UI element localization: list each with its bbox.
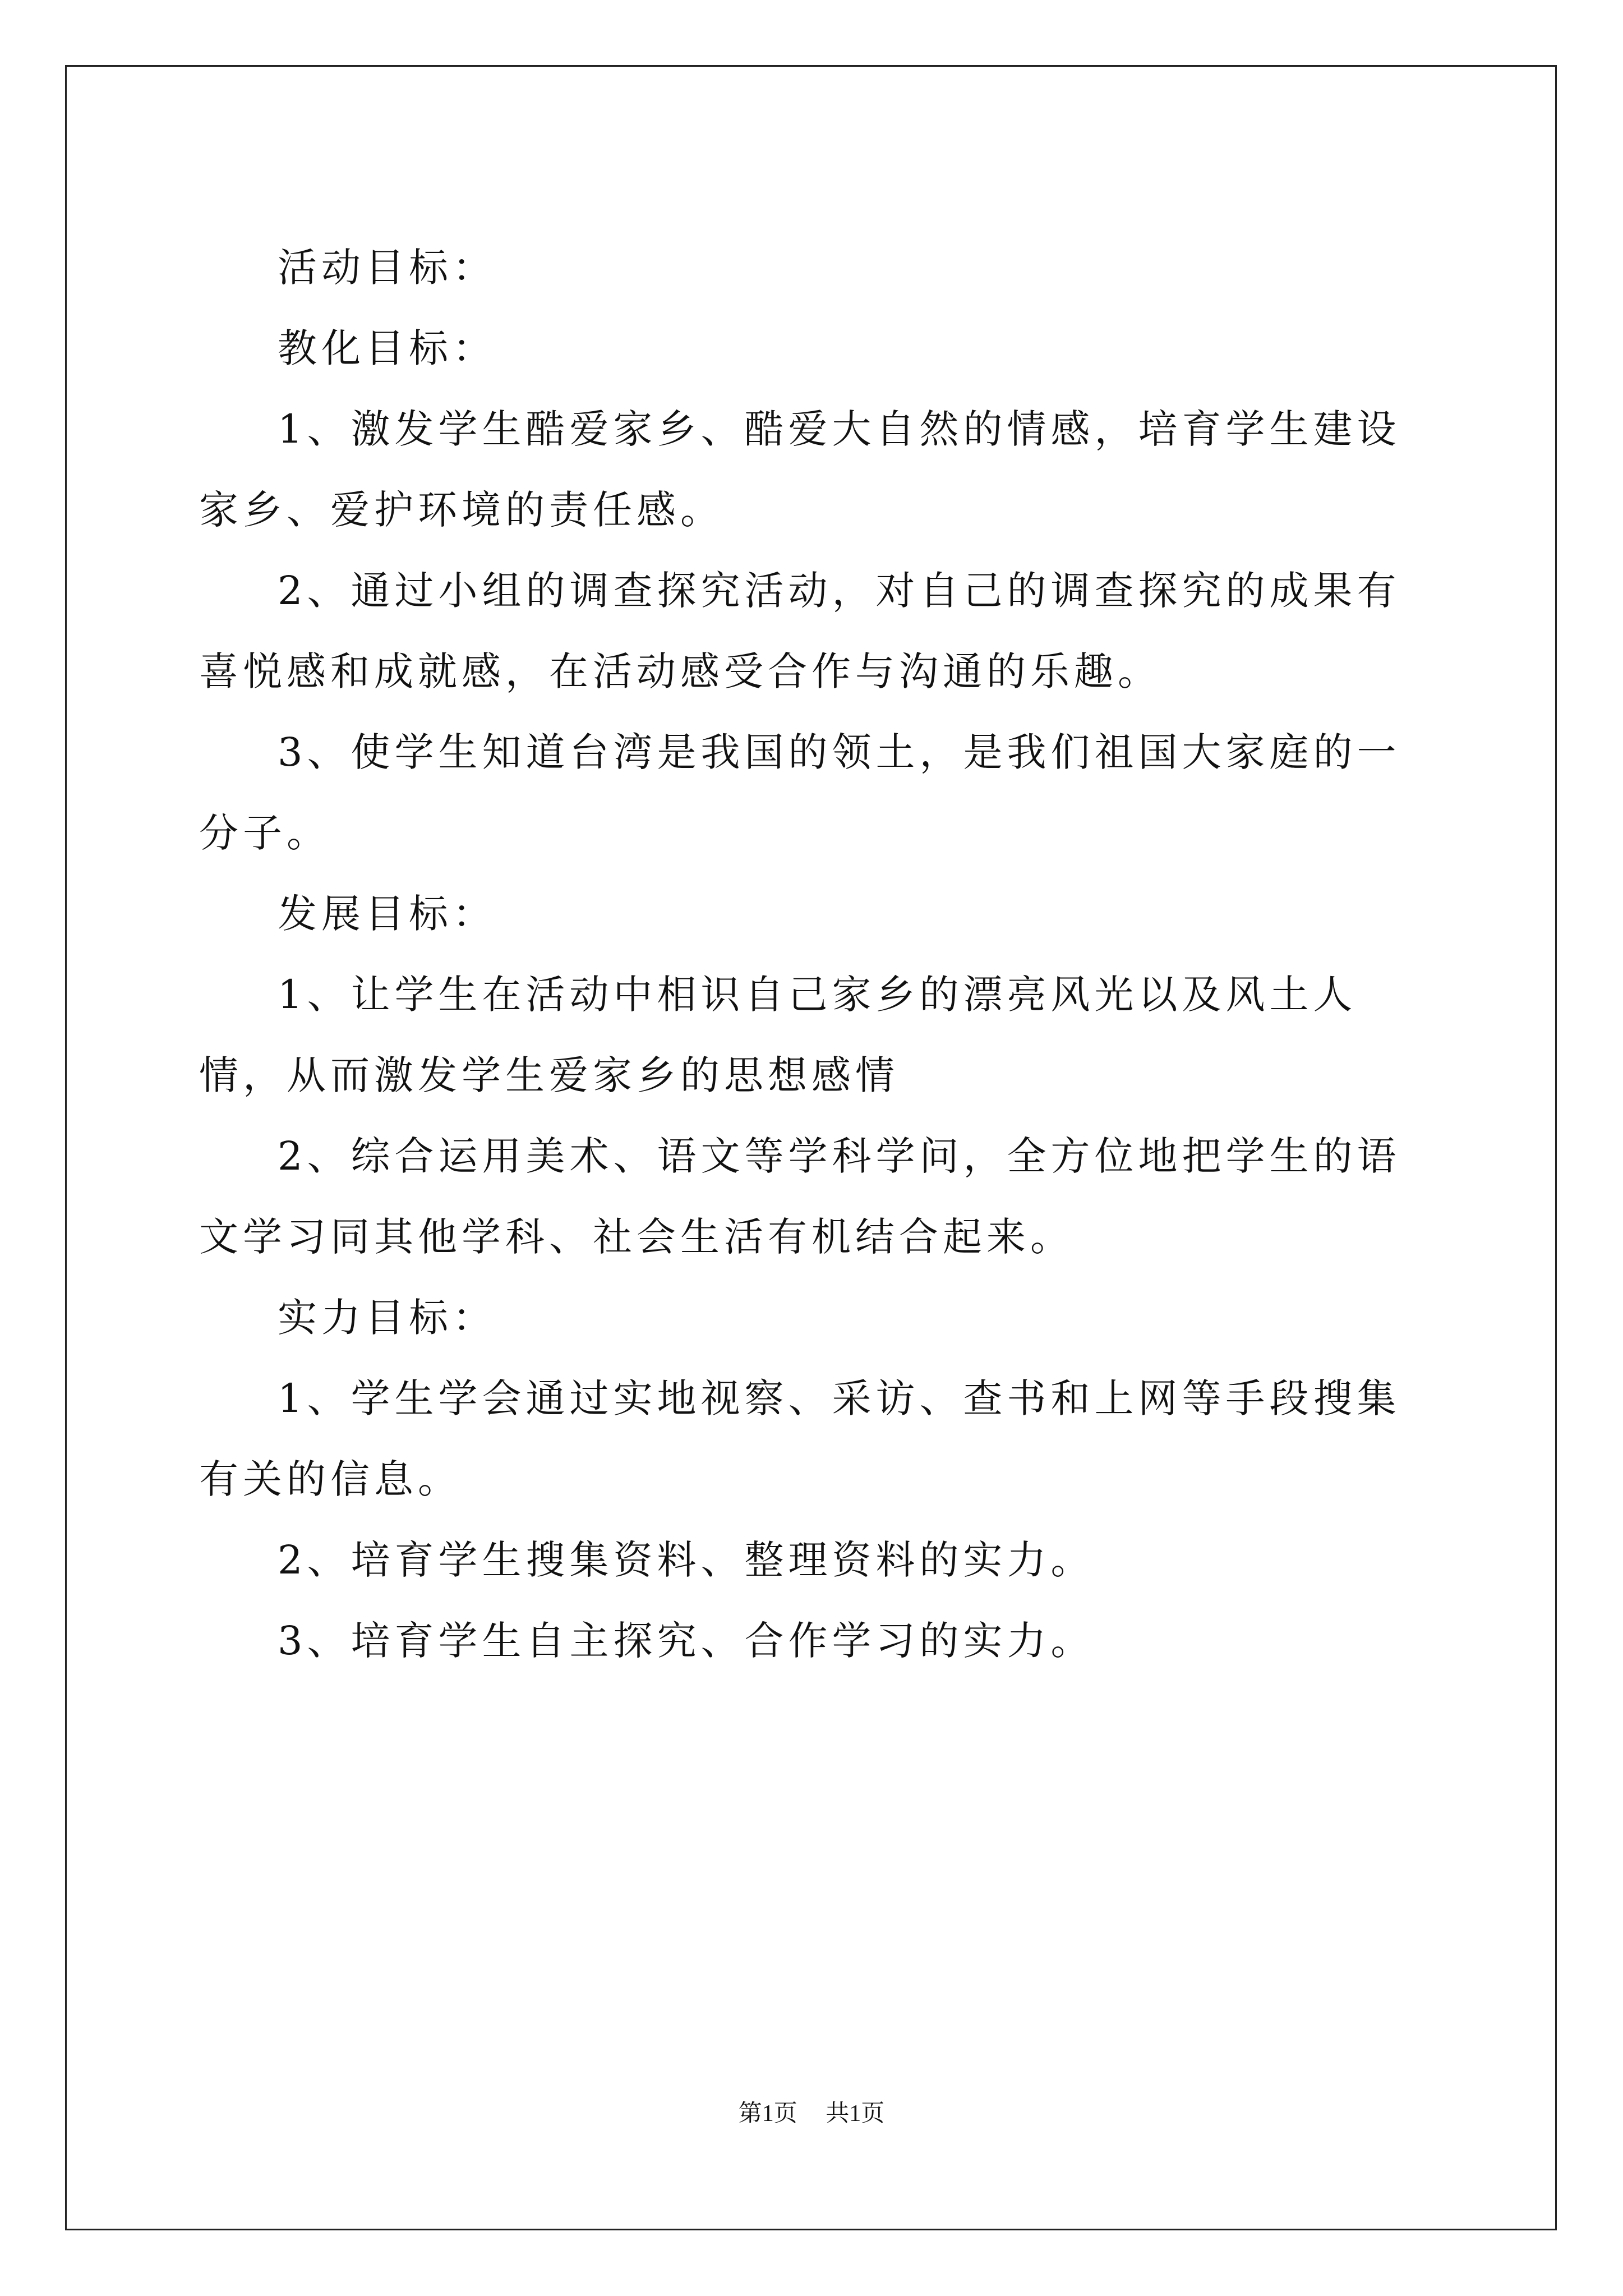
paragraph-education-3: 3、使学生知道台湾是我国的领土，是我们祖国大家庭的一分子。	[199, 729, 1401, 856]
heading-activity-goals: 活动目标：	[278, 245, 496, 291]
paragraph-development-2: 2、综合运用美术、语文等学科学问，全方位地把学生的语文学习同其他学科、社会生活有机结合起来。	[199, 1133, 1401, 1260]
paragraph-education-2: 2、通过小组的调查探究活动，对自己的调查探究的成果有喜悦感和成就感，在活动感受合作与沟通的乐趣。	[199, 568, 1401, 694]
page-number: 第1页	[738, 2101, 797, 2127]
paragraph-ability-1: 1、学生学会通过实地视察、采访、查书和上网等手段搜集有关的信息。	[199, 1375, 1401, 1502]
paragraph-ability-2: 2、培育学生搜集资料、整理资料的实力。	[278, 1537, 1095, 1583]
paragraph-education-1: 1、激发学生酷爱家乡、酷爱大自然的情感，培育学生建设家乡、爱护环境的责任感。	[199, 406, 1401, 533]
document-body	[199, 227, 1424, 1681]
heading-ability-goals: 实力目标：	[278, 1295, 496, 1341]
paragraph-ability-3: 3、培育学生自主探究、合作学习的实力。	[278, 1618, 1095, 1664]
heading-education-goals: 教化目标：	[278, 325, 496, 371]
page-total: 共1页	[826, 2101, 885, 2127]
paragraph-development-1: 1、让学生在活动中相识自己家乡的漂亮风光以及风土人情，从而激发学生爱家乡的思想感情	[199, 972, 1357, 1098]
page-footer	[0, 2097, 1623, 2131]
heading-development-goals: 发展目标：	[278, 891, 496, 937]
